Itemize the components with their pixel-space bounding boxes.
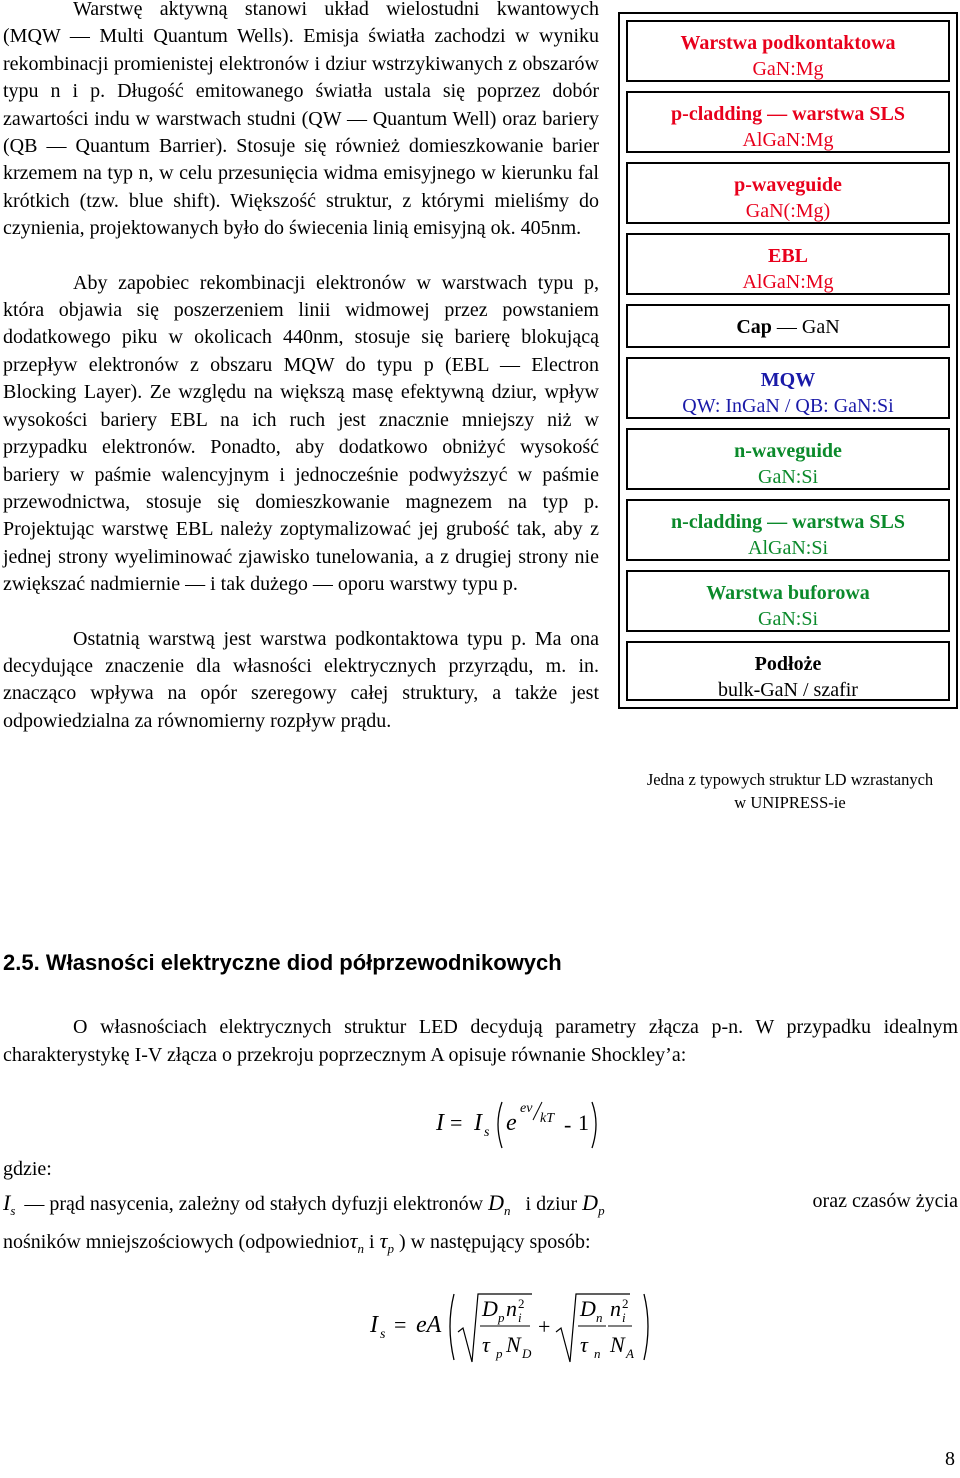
- svg-text:I: I: [436, 1110, 444, 1136]
- svg-text:A: A: [626, 1346, 634, 1361]
- svg-text:2: 2: [622, 1296, 629, 1311]
- svg-text:p: p: [496, 1346, 503, 1361]
- layer-p-cladding: p-cladding — warstwa SLS AlGaN:Mg: [626, 91, 950, 153]
- paragraph-ebl: Aby zapobiec rekombinacji elektronów w warstwach typu p, która objawia się poszerzeniem linii widmowej przez powstaniem dodatkowego piku w okolicach 440nm, stosuje się barierę blokującą przepływ elektronów z obszaru MQW do typu p (EBL — Electron Blocking Layer). Ze względu na większą masę efektywną dziur, wpływ wysokości bariery EBL na ich ruch jest znacznie mniejszy niż w przypadku elektronów. Ponadto, aby dodatkowo obniżyć wysokość bariery w paśmie walencyjnym i jednocześnie podwyższyć w paśmie przewodnictwa, stosuje się domieszkowanie magnezem na typ p. Projektując warstwę EBL należy zoptymalizować jej grubość tak, aby z jednej strony wyeliminować zjawisko tunelowania, a z drugiej strony nie zwiększać nadmiernie — i tak dużego — oporu warstwy typu p.: [3, 271, 599, 596]
- svg-text:-: -: [564, 1112, 572, 1137]
- section-number: 2.5.: [3, 950, 40, 975]
- svg-text:D: D: [522, 1346, 532, 1361]
- layer-mqw: MQW QW: InGaN / QB: GaN:Si: [626, 357, 950, 419]
- layer-ebl: EBL AlGaN:Mg: [626, 233, 950, 295]
- svg-text:D: D: [580, 1296, 596, 1321]
- text-column: [3, 0, 599, 735]
- svg-text:=: =: [394, 1312, 407, 1337]
- svg-text:s: s: [380, 1327, 386, 1342]
- svg-text:kT: kT: [540, 1111, 554, 1126]
- svg-text:s: s: [484, 1125, 490, 1140]
- intro-paragraph: O własnościach elektrycznych struktur LED decydują parametry złącza p-n. W przypadku idealnym charakterystykę I-V złącza o przekroju poprzecznym A opisuje równanie Shockley’a:: [3, 1016, 958, 1066]
- svg-text:I: I: [474, 1110, 482, 1136]
- layer-stack-diagram: [618, 12, 958, 709]
- svg-text:i: i: [622, 1310, 626, 1325]
- gdzie-label: gdzie:: [3, 1158, 52, 1180]
- svg-text:1: 1: [578, 1110, 589, 1135]
- layer-substrate: Podłoże bulk-GaN / szafir: [626, 641, 950, 701]
- svg-text:+: +: [538, 1314, 551, 1339]
- svg-text:ev: ev: [520, 1101, 533, 1116]
- svg-text:τ: τ: [482, 1332, 490, 1357]
- paragraph-contact: Ostatnią warstwą jest warstwa podkontaktowa typu p. Ma ona decydujące znaczenie dla własności elektrycznych przyrządu, m. in. znacząco wpływa na opór szeregowy całej struktury, a także jest odpowiedzialna za równomierny rozpływ prądu.: [3, 627, 599, 732]
- layer-buffer: Warstwa buforowa GaN:Si: [626, 570, 950, 632]
- layer-cap: Cap — GaN: [626, 304, 950, 348]
- svg-text:n: n: [596, 1310, 603, 1325]
- layer-n-waveguide: n-waveguide GaN:Si: [626, 428, 950, 490]
- layer-contact: Warstwa podkontaktowa GaN:Mg: [626, 20, 950, 82]
- section-title: Własności elektryczne diod półprzewodnikowych: [45, 950, 562, 975]
- svg-text:D: D: [482, 1296, 498, 1321]
- svg-text:eA: eA: [416, 1312, 442, 1338]
- svg-text:n: n: [594, 1346, 601, 1361]
- shockley-equation: [420, 1090, 620, 1160]
- saturation-current-equation: [360, 1280, 680, 1370]
- svg-text:p: p: [498, 1310, 505, 1325]
- svg-text:2: 2: [518, 1296, 525, 1311]
- is-definition-line: $I_s$ — prąd nasycenia, zależny od stałych dyfuzji elektronów $D_n$ i dziur $D_p$ oraz czasów życia: [3, 1190, 958, 1218]
- carriers-line: nośników mniejszościowych (odpowiednioτ$_n$ i $\tau_p$ ) w następujący sposób:: [3, 1228, 591, 1256]
- svg-text:N: N: [610, 1332, 625, 1357]
- figure-caption: Jedna z typowych struktur LD wzrastanych w UNIPRESS-ie: [646, 770, 934, 812]
- paragraph-mqw: Warstwę aktywną stanowi układ wielostudni kwantowych (MQW — Multi Quantum Wells). Emisja światła zachodzi w wyniku rekombinacji promienistej elektronów i dziur wstrzykiwanych z obszarów typu n i p. Długość emitowanego światła ustala się poprzez dobór zawartości indu w warstwach studni (QW — Quantum Well) oraz bariery (QB — Quantum Barrier). Stosuje się również domieszkowanie barier krzemem na typ n, w celu przesunięcia widma emisyjnego w kierunku fal krótkich (tzw. blue shift). Większość struktur, z którymi mieliśmy do czynienia, projektowanych było do świecenia linią emisyjną ok. 405nm.: [3, 0, 599, 240]
- page-number: 8: [945, 1448, 955, 1470]
- svg-text:e: e: [506, 1110, 517, 1136]
- layer-p-waveguide: p-waveguide GaN(:Mg): [626, 162, 950, 224]
- svg-text:n: n: [506, 1296, 517, 1321]
- svg-text:n: n: [610, 1296, 621, 1321]
- section-heading: [3, 950, 562, 976]
- svg-text:N: N: [506, 1332, 521, 1357]
- svg-text:i: i: [518, 1310, 522, 1325]
- layer-n-cladding: n-cladding — warstwa SLS AlGaN:Si: [626, 499, 950, 561]
- svg-text:=: =: [450, 1110, 463, 1135]
- svg-text:I: I: [370, 1312, 378, 1338]
- svg-text:τ: τ: [580, 1332, 588, 1357]
